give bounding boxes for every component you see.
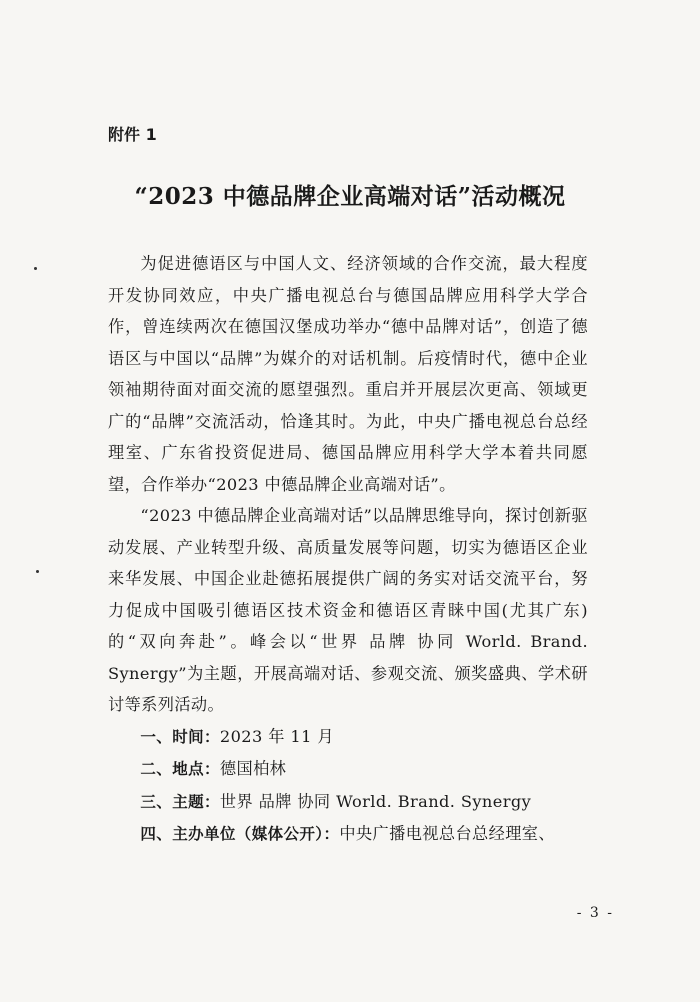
info-item-location [108,753,588,786]
attachment-label: 附件 1 [108,125,157,144]
document-title: “2023 中德品牌企业高端对话”活动概况 [134,183,566,210]
page-number: - 3 - [576,905,614,921]
item-label: 二、地点： [140,760,220,778]
item-value: 中央广播电视总台总经理室、 [339,824,555,843]
info-item-organizer [108,818,588,851]
document-body [108,248,588,851]
item-label: 四、主办单位（媒体公开）： [140,825,340,843]
paragraph: 为促进德语区与中国人文、经济领域的合作交流，最大程度开发协同效应，中央广播电视总台与德国品牌应用科学大学合作，曾连续两次在德国汉堡成功举办“德中品牌对话”，创造了德语区与中国以“品牌”为媒介的对话机制。后疫情时代，德中企业领袖期待面对面交流的愿望强烈。重启并开展层次更高、领域更广的“品牌”交流活动，恰逢其时。为此，中央广播电视总台总经理室、广东省投资促进局、德国品牌应用科学大学本着共同愿望，合作举办“2023 中德品牌企业高端对话”。 [108,254,588,494]
info-item-theme [108,786,588,819]
paragraph: “2023 中德品牌企业高端对话”以品牌思维导向，探讨创新驱动发展、产业转型升级、高质量发展等问题，切实为德语区企业来华发展、中国企业赴德拓展提供广阔的务实对话交流平台，努力促成中国吸引德语区技术资金和德语区青睐中国(尤其广东)的“双向奔赴”。峰会以“世界 品牌 协同 World. Brand. Synergy”为主题，开展高端对话、参观交流、颁奖盛典、学术研讨等系列活动。 [108,506,588,714]
item-label: 三、主题： [140,792,220,811]
scan-speck [36,570,39,573]
info-item-time [108,721,588,754]
item-value: 世界 品牌 协同 World. Brand. Synergy [219,791,532,811]
scan-speck [34,267,37,270]
item-value: 德国柏林 [219,759,287,778]
item-label: 一、时间： [140,727,220,746]
item-value: 2023 年 11 月 [219,726,334,746]
